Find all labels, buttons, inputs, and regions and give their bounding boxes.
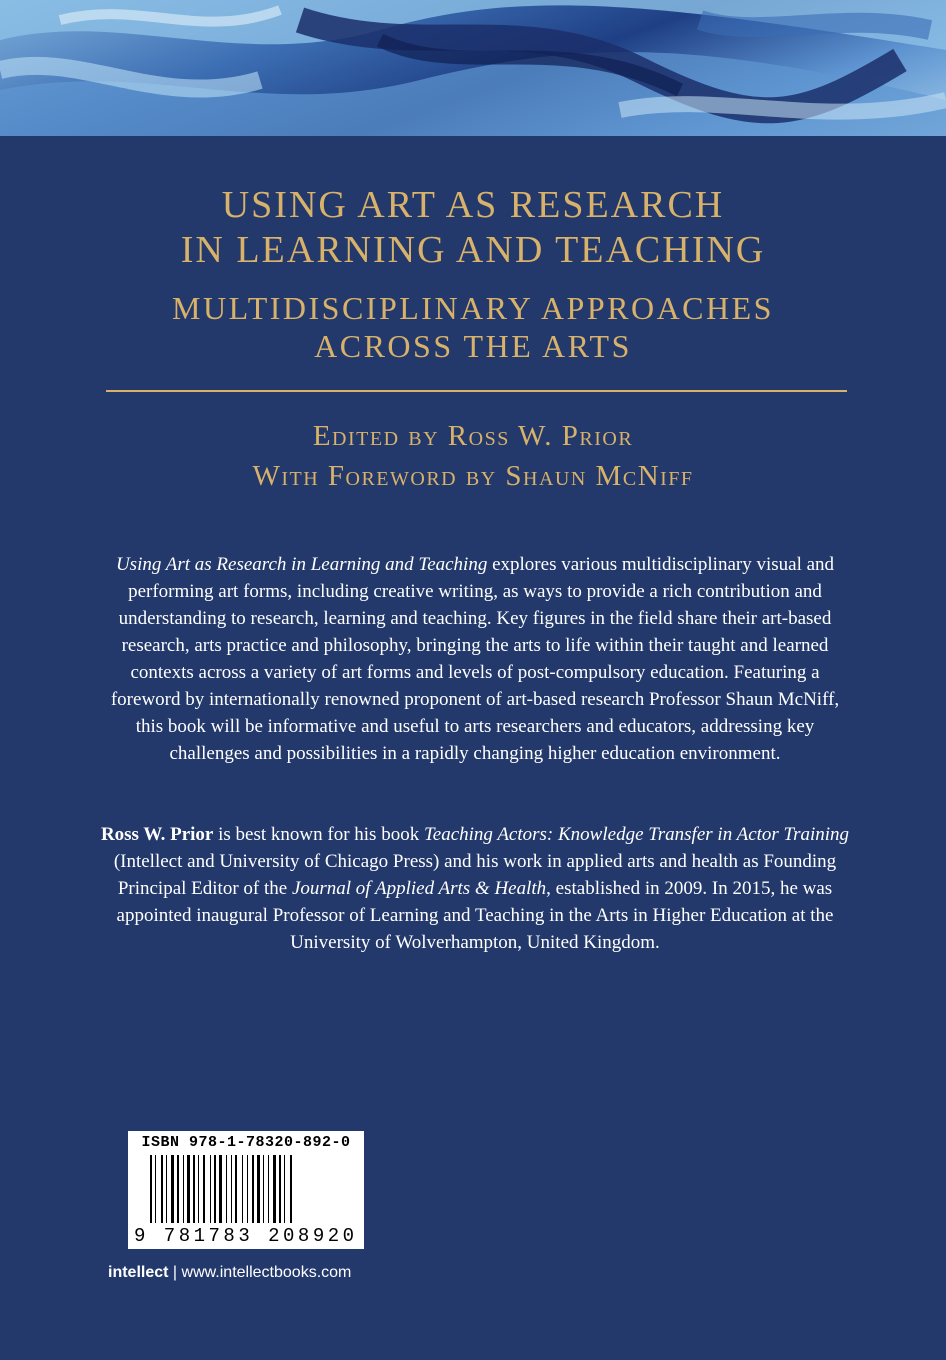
barcode-bar [219, 1155, 222, 1223]
publisher-website: www.intellectbooks.com [181, 1264, 352, 1281]
book-subtitle-line-1: MULTIDISCIPLINARY APPROACHES [172, 290, 774, 326]
book-subtitle-line-2: ACROSS THE ARTS [314, 328, 632, 364]
barcode-bar [290, 1155, 292, 1223]
barcode-bar [257, 1155, 260, 1223]
barcode-bar [226, 1155, 227, 1223]
cover-artwork-band [0, 0, 946, 136]
barcode-bar [279, 1155, 281, 1223]
barcode-bar [171, 1155, 174, 1223]
barcode-bar [198, 1155, 199, 1223]
isbn-barcode [128, 1131, 364, 1249]
gold-divider [106, 390, 847, 392]
bio-author-name: Ross W. Prior [100, 824, 214, 845]
foreword-credit: With Foreword by Shaun McNiff [252, 460, 694, 492]
bio-text-1: is best known for his book [213, 824, 424, 845]
barcode-bar [183, 1155, 184, 1223]
barcode-bar [193, 1155, 195, 1223]
bio-journal-title: Journal of Applied Arts & Health [291, 878, 547, 899]
bio-text-3: , established in 2009. In 2015, he was appointed inaugural Professor of Learning and Teaching in the Arts in Higher Education at the University of Wolverhampton, United Kingdom. [116, 878, 834, 953]
barcode-bar [187, 1155, 190, 1223]
barcode-bar [242, 1155, 243, 1223]
barcode-bar [203, 1155, 205, 1223]
book-description [100, 551, 850, 767]
barcode-bar [235, 1155, 237, 1223]
barcode-bar [161, 1155, 163, 1223]
bio-book-title: Teaching Actors: Knowledge Transfer in Actor Training [423, 824, 850, 845]
barcode-digits: 9 781783 208920 [134, 1225, 358, 1247]
description-text: explores various multidisciplinary visual and performing art forms, including creative writing, as ways to provide a rich contribution and understanding to research, learning and teaching. Key figures in the field share their art-based research, arts practice and philosophy, bringing the arts to life within their taught and learned contexts across a variety of art forms and levels of post-compulsory education. Featuring a foreword by internationally renowned proponent of art-based research Professor Shaun McNiff, this book will be informative and useful to arts researchers and educators, addressing key challenges and possibilities in a rapidly changing higher education environment. [110, 554, 840, 764]
isbn-label: ISBN 978-1-78320-892-0 [141, 1134, 351, 1151]
barcode-bar [284, 1155, 285, 1223]
publisher-line [108, 1264, 351, 1282]
publisher-name: intellect [108, 1264, 169, 1281]
barcode-bar [150, 1155, 152, 1223]
description-title: Using Art as Research in Learning and Teaching [115, 554, 488, 575]
barcode-bar [177, 1155, 179, 1223]
author-bio [100, 821, 850, 956]
publisher-separator: | [168, 1264, 182, 1281]
book-title-line-2: IN LEARNING AND TEACHING [180, 229, 766, 271]
barcode-bar [273, 1155, 276, 1223]
barcode-bar [155, 1155, 156, 1223]
barcode-bar [214, 1155, 216, 1223]
bio-text-2: (Intellect and University of Chicago Press) and his work in applied arts and health as Founding Principal Editor of the [113, 851, 837, 899]
barcode-bar [268, 1155, 269, 1223]
book-title-line-1: USING ART AS RESEARCH [221, 184, 725, 226]
barcode-bar [166, 1155, 167, 1223]
barcode-bar [210, 1155, 211, 1223]
painted-brushstrokes [0, 0, 946, 136]
editor-credit: Edited by Ross W. Prior [312, 420, 634, 452]
barcode-bar [247, 1155, 248, 1223]
barcode-bar [252, 1155, 254, 1223]
barcode-bar [231, 1155, 232, 1223]
barcode-bar [263, 1155, 264, 1223]
barcode-bars [150, 1155, 346, 1227]
